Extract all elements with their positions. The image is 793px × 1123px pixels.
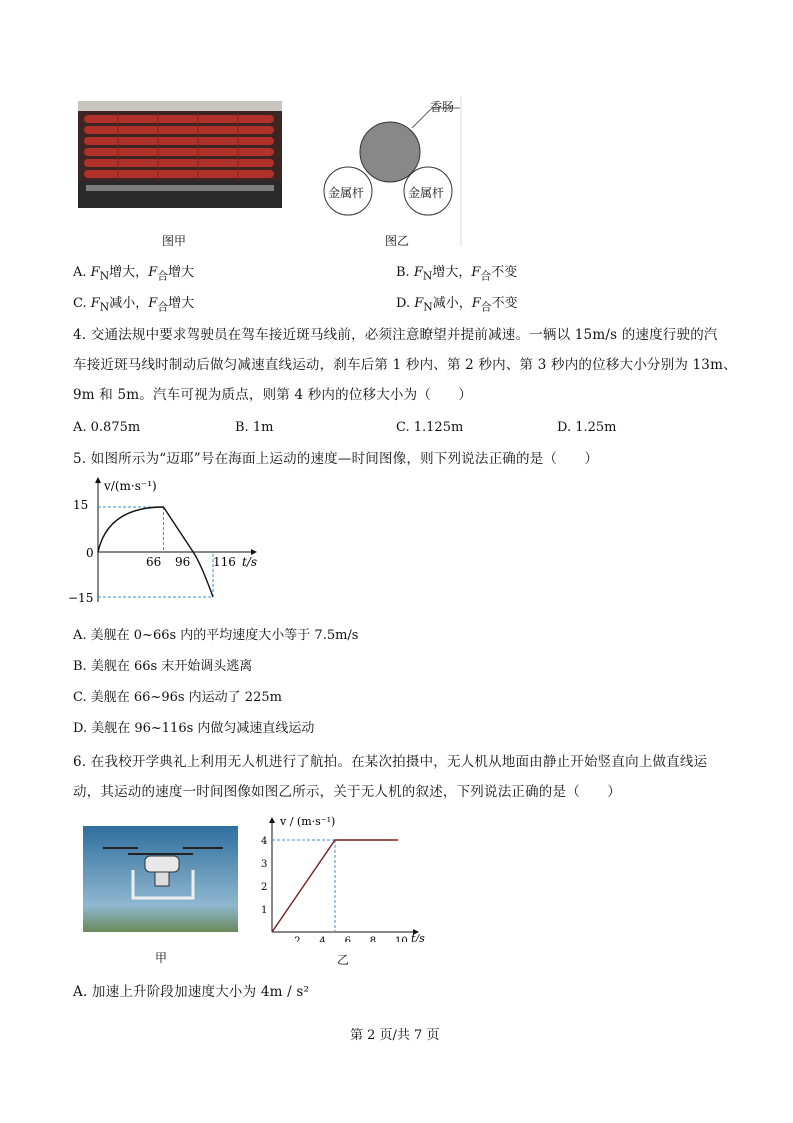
rod-label-left: 金属杆	[328, 186, 365, 200]
figure-caption: 图乙	[385, 234, 410, 248]
x-tick-label: 96	[175, 555, 191, 569]
x-axis-label: t/s	[411, 932, 425, 942]
option-b: B. 美舰在 66s 末开始调头逃离	[73, 659, 253, 674]
vt-chart-q6	[258, 812, 438, 942]
x-tick-label: 6	[344, 936, 351, 942]
option-c: C. $F_N$减小，$F_合$增大	[73, 296, 195, 314]
sausage-label: 香肠	[430, 100, 455, 114]
option-d: D. 美舰在 96~116s 内做匀减速直线运动	[73, 721, 315, 736]
question-6-line: 6. 在我校开学典礼上利用无人机进行了航拍。在某次拍摄中，无人机从地面由静止开始竖直向上做直线运	[73, 754, 708, 770]
y-tick-label: 3	[261, 859, 268, 870]
x-tick-label: 10	[395, 936, 408, 942]
y-tick-label: 2	[261, 882, 268, 893]
option-a: A. $F_N$增大，$F_合$增大	[73, 265, 195, 283]
question-4-line: 4. 交通法规中要求驾驶员在驾车接近斑马线前，必须注意瞭望并提前减速。一辆以 15m/s 的速度行驶的汽	[73, 327, 718, 343]
option-c: C. 美舰在 66~96s 内运动了 225m	[73, 690, 282, 705]
question-6-line: 动，其运动的速度一时间图像如图乙所示，关于无人机的叙述，下列说法正确的是（ ）	[73, 784, 621, 800]
y-tick-label: 0	[86, 546, 94, 560]
rod-label-right: 金属杆	[408, 186, 445, 200]
option-a: A. 加速上升阶段加速度大小为 4m / s²	[73, 984, 310, 1000]
x-axis-label: t/s	[242, 555, 258, 569]
x-tick-label: 4	[319, 936, 326, 942]
x-tick-label: 2	[294, 936, 301, 942]
drone-photo	[83, 826, 238, 932]
sausage-grill-photo	[78, 101, 282, 208]
option-c: C. 1.125m	[396, 420, 464, 435]
question-5-stem: 5. 如图所示为“迈耶”号在海面上运动的速度—时间图像，则下列说法正确的是（ ）	[73, 451, 599, 467]
option-a: A. 0.875m	[73, 420, 141, 435]
figure-caption: 乙	[337, 953, 350, 967]
y-tick-label: 4	[261, 836, 268, 847]
figure-caption: 甲	[155, 951, 168, 965]
y-axis-label: v / (m·s⁻¹)	[280, 815, 336, 828]
option-b: B. 1m	[235, 420, 274, 435]
figure-caption: 图甲	[162, 234, 187, 248]
question-4-line: 9m 和 5m。汽车可视为质点，则第 4 秒内的位移大小为（ ）	[73, 387, 473, 403]
y-tick-label: 1	[261, 905, 268, 916]
option-d: D. 1.25m	[557, 420, 617, 435]
option-b: B. $F_N$增大，$F_合$不变	[396, 265, 518, 283]
x-tick-label: 66	[146, 555, 162, 569]
x-tick-label: 116	[213, 555, 236, 569]
option-d: D. $F_N$减小，$F_合$不变	[396, 296, 518, 314]
question-4-line: 车接近斑马线时制动后做匀减速直线运动，刹车后第 1 秒内、第 2 秒内、第 3 秒内的位移大小分别为 13m、	[73, 357, 737, 373]
force-diagram	[320, 96, 462, 246]
y-tick-label: 15	[73, 498, 89, 512]
y-tick-label: −15	[68, 591, 94, 605]
x-tick-label: 8	[369, 936, 377, 942]
y-axis-label: v/(m·s⁻¹)	[104, 479, 157, 493]
vt-chart-q5	[68, 472, 268, 607]
option-a: A. 美舰在 0~66s 内的平均速度大小等于 7.5m/s	[73, 628, 359, 643]
page-footer: 第 2 页/共 7 页	[350, 1028, 440, 1043]
